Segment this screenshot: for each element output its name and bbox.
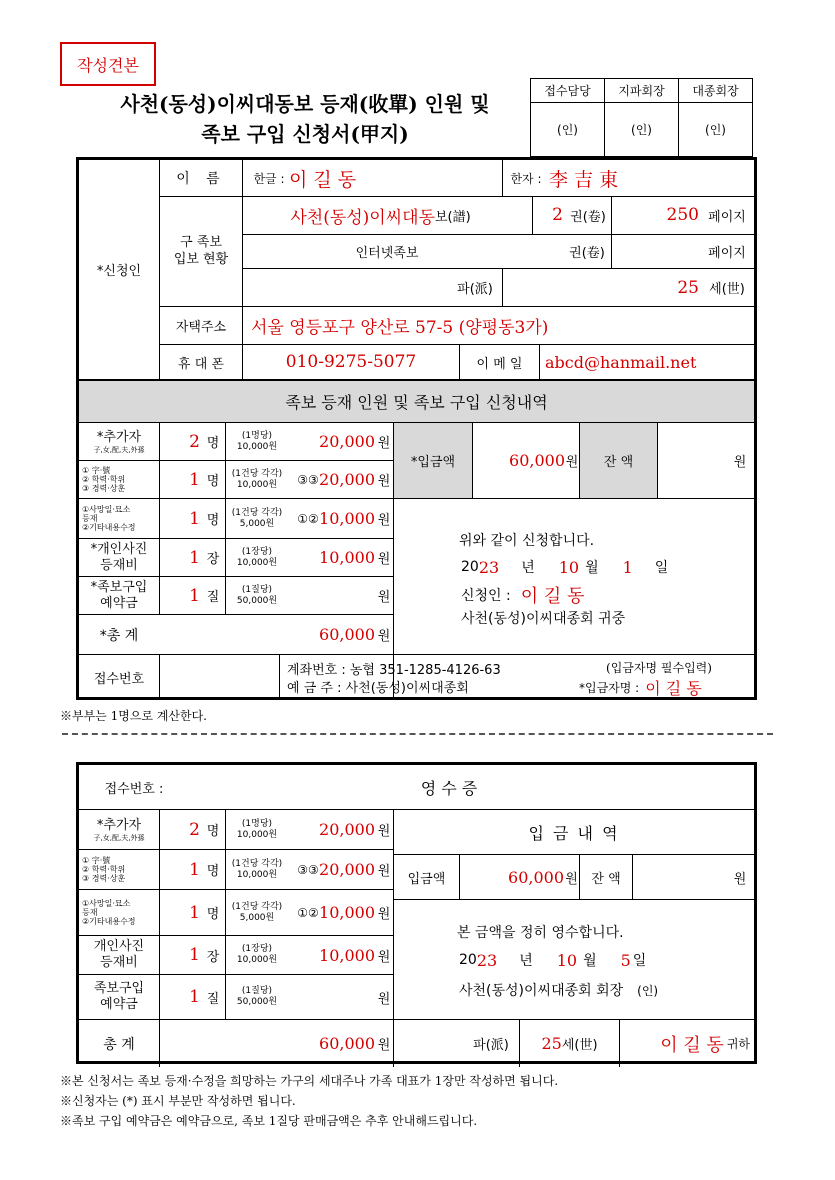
item-amount[interactable]: 10,000 — [319, 548, 375, 567]
phone-label: 휴 대 폰 — [178, 356, 224, 372]
item-label-text: *개인사진 등재비 — [90, 541, 148, 573]
item-rate: (1건당 각각) 5,000원 — [231, 901, 283, 923]
details-title: 족보 등재 인원 및 족보 구입 신청내역 — [79, 381, 754, 422]
item-mark: ③③ — [297, 472, 319, 487]
receipt-issuer-row — [459, 977, 719, 1003]
application-date — [461, 554, 721, 580]
approval-header: 접수담당 — [531, 79, 605, 103]
footnote-2: ※신청자는 (*) 표시 부분만 작성하면 됩니다. — [60, 1094, 296, 1108]
item-label — [79, 423, 159, 460]
date-prefix: 20 — [461, 559, 479, 575]
receipt-generation-value[interactable]: 25 — [541, 1034, 562, 1053]
item-won: 원 — [377, 474, 391, 489]
footnote-1: ※본 신청서는 족보 등재·수정을 희망하는 가구의 세대주나 가족 대표가 1장만 작성하면 됩니다. — [60, 1074, 559, 1088]
item-label — [79, 810, 159, 849]
item-won: 원 — [377, 991, 391, 1007]
email-label: 이 메 일 — [476, 356, 523, 372]
pa-label: 파(派) — [457, 282, 493, 297]
receipt-issuer-stamp: (인) — [637, 983, 659, 998]
approval-stamp: (인) — [605, 103, 679, 157]
item-label-text: *추가자 — [96, 429, 142, 445]
approval-stamp: (인) — [531, 103, 605, 157]
item-rate: (1건당 각각) 10,000원 — [231, 858, 283, 880]
date-month-unit: 월 — [585, 560, 599, 576]
receipt-generation-unit: 세(世) — [561, 1038, 598, 1053]
recipient-text: 사천(동성)이씨대종회 귀중 — [461, 611, 626, 627]
date-day-unit: 일 — [654, 560, 669, 576]
receipt-form — [76, 762, 757, 1064]
item-label-text: *족보구입 예약금 — [90, 579, 148, 611]
receipt-name-row — [620, 1020, 754, 1067]
item-unit: 명 — [206, 907, 220, 922]
item-amount[interactable]: 10,000 — [319, 903, 375, 922]
internet-volume-unit: 권(卷) — [569, 246, 605, 261]
hangul-name[interactable]: 이 길 동 — [289, 168, 357, 191]
item-won: 원 — [377, 552, 391, 567]
hanja-label: 한자 : — [510, 171, 542, 186]
item-amount[interactable]: 10,000 — [319, 945, 375, 965]
item-unit: 장 — [206, 949, 220, 965]
email-value[interactable]: abcd@hanmail.net — [545, 352, 697, 372]
address-value[interactable]: 서울 영등포구 양산로 57-5 (양평동3가) — [251, 318, 549, 338]
deposit-section-title: 입 금 내 역 — [528, 823, 620, 843]
item-quantity[interactable]: 1 — [189, 945, 200, 965]
receipt-deposit-value[interactable]: 60,000 — [508, 867, 564, 887]
account-number: 계좌번호 : 농협 351-1285-4126-63 — [287, 663, 501, 678]
item-won: 원 — [377, 824, 391, 839]
item-mark: ①② — [297, 905, 319, 920]
applicant-sign-label: 신청인 : — [461, 588, 511, 604]
item-label — [79, 539, 159, 576]
receipt-total-value[interactable]: 60,000 — [319, 1034, 375, 1053]
application-form — [76, 157, 757, 700]
item-unit: 명 — [206, 864, 220, 879]
receipt-date — [459, 947, 719, 973]
item-rate: (1장당) 10,000원 — [236, 546, 278, 568]
item-amount[interactable]: 20,000 — [319, 860, 375, 879]
receipt-generation — [520, 1020, 619, 1067]
item-label — [79, 936, 159, 974]
item-quantity[interactable]: 1 — [189, 902, 200, 923]
item-quantity[interactable]: 1 — [189, 987, 200, 1007]
item-amount[interactable]: 20,000 — [319, 820, 375, 839]
deposit-value[interactable]: 60,000 — [509, 451, 565, 470]
item-won: 원 — [377, 590, 391, 605]
receipt-date-prefix: 20 — [459, 952, 477, 968]
item-won: 원 — [377, 949, 391, 965]
item-label — [79, 499, 159, 538]
sample-stamp: 작성견본 — [60, 42, 156, 86]
item-label — [79, 461, 159, 498]
receipt-total-won: 원 — [377, 1038, 391, 1053]
item-mark: ①② — [297, 511, 319, 526]
date-month[interactable]: 10 — [558, 557, 580, 577]
item-unit: 장 — [206, 552, 220, 567]
item-amount[interactable]: 20,000 — [319, 432, 375, 451]
receipt-no-label: 접수번호 : — [104, 781, 164, 797]
item-won: 원 — [377, 513, 391, 528]
receipt-date-year[interactable]: 23 — [476, 950, 498, 970]
form-title-line1: 사천(동성)이씨대동보 등재(收單) 인원 및 — [120, 92, 490, 116]
depositor-name[interactable]: 이 길 동 — [645, 678, 702, 698]
item-rate: (1명당) 10,000원 — [236, 430, 278, 452]
item-rate: (1질당) 50,000원 — [236, 584, 278, 606]
depositor-label: *입금자명 : — [579, 680, 640, 695]
item-unit: 명 — [206, 436, 220, 451]
item-quantity[interactable]: 1 — [189, 508, 200, 529]
receipt-no-label: 접수번호 — [93, 672, 145, 687]
page-value[interactable]: 250 — [666, 205, 699, 225]
date-day[interactable]: 1 — [622, 557, 633, 577]
item-won: 원 — [377, 436, 391, 451]
applicant-section-label: *신청인 — [96, 264, 142, 279]
receipt-date-year-unit: 년 — [519, 953, 533, 969]
approval-header: 지파회장 — [605, 79, 679, 103]
volume-unit: 권(卷) — [570, 209, 606, 225]
name-label: 이 름 — [176, 171, 226, 187]
declaration-text: 위와 같이 신청합니다. — [459, 533, 595, 549]
item-quantity[interactable]: 1 — [189, 859, 200, 880]
book-title[interactable]: 사천(동성)이씨대동 — [290, 207, 435, 228]
receipt-date-day-unit: 일 — [632, 953, 647, 969]
deposit-label: *입금액 — [394, 423, 472, 498]
receipt-honorific: 귀하 — [726, 1037, 750, 1051]
item-label-text: ①사망일·묘소 등재 ②기타내용수정 — [82, 899, 136, 926]
receipt-deposit-label: 입금액 — [407, 871, 446, 887]
volume-value[interactable]: 2 — [552, 205, 563, 225]
item-amount[interactable] — [319, 975, 375, 1019]
item-unit: 질 — [206, 590, 220, 605]
item-quantity[interactable]: 2 — [189, 431, 200, 452]
item-rate: (1명당) 10,000원 — [236, 818, 278, 840]
page-unit: 페이지 — [708, 209, 746, 225]
receipt-name[interactable]: 이 길 동 — [660, 1034, 724, 1056]
item-mark: ③③ — [297, 862, 319, 877]
item-quantity[interactable]: 2 — [189, 819, 200, 840]
item-amount[interactable]: 10,000 — [319, 509, 375, 528]
item-label-text: *추가자 — [96, 817, 142, 833]
balance-label: 잔 액 — [580, 423, 657, 498]
internet-page-unit: 페이지 — [708, 246, 746, 261]
item-unit: 명 — [206, 824, 220, 839]
hangul-label: 한글 : — [253, 171, 285, 186]
applicant-sign-name[interactable]: 이 길 동 — [520, 586, 585, 607]
item-rate: (1장당) 10,000원 — [236, 944, 278, 965]
item-unit: 질 — [206, 991, 220, 1007]
approval-table — [530, 78, 753, 157]
generation-value[interactable]: 25 — [677, 277, 699, 298]
cut-line — [62, 733, 773, 735]
book-suffix: 보(譜) — [435, 209, 471, 225]
generation-unit: 세(世) — [709, 282, 745, 297]
item-unit: 명 — [206, 513, 220, 528]
account-holder: 예 금 주 : 사천(동성)이씨대종회 — [287, 681, 469, 696]
item-label-text: ①사망일·묘소 등재 ②기타내용수정 — [82, 505, 136, 532]
item-quantity[interactable]: 1 — [189, 469, 200, 490]
item-won: 원 — [377, 864, 391, 879]
item-label-text: 개인사진 등재비 — [93, 939, 145, 970]
receipt-date-day[interactable]: 5 — [620, 950, 631, 970]
item-rate: (1질당) 50,000원 — [236, 986, 278, 1007]
receipt-total-label: 총 계 — [103, 1036, 135, 1053]
item-label-text: ① 字·號 ② 학력·학위 ③ 경력·상훈 — [82, 466, 126, 493]
receipt-confirm-text: 본 금액을 정히 영수합니다. — [457, 925, 624, 941]
receipt-deposit-won: 원 — [565, 871, 578, 887]
item-label-sub: 子,女,配,夫,外孫 — [93, 445, 145, 454]
approval-header: 대종회장 — [679, 79, 753, 103]
form-title-line2: 족보 구입 신청서(甲지) — [201, 122, 409, 146]
item-won: 원 — [377, 907, 391, 922]
total-won: 원 — [377, 629, 391, 644]
total-value[interactable]: 60,000 — [319, 625, 375, 644]
couple-note: ※부부는 1명으로 계산한다. — [60, 709, 207, 723]
item-label — [79, 577, 159, 614]
item-quantity[interactable]: 1 — [189, 585, 200, 606]
receipt-date-month[interactable]: 10 — [556, 950, 578, 970]
footnote-3: ※족보 구입 예약금은 예약금으로, 족보 1질당 판매금액은 추후 안내해드립니다. — [60, 1114, 478, 1128]
balance-won: 원 — [733, 455, 747, 470]
item-label-sub: 子,女,配,夫,外孫 — [93, 833, 145, 842]
receipt-title: 영 수 증 — [420, 778, 478, 798]
address-label: 자택주소 — [175, 320, 227, 335]
item-rate: (1건당 각각) 5,000원 — [231, 507, 283, 529]
receipt-balance-label: 잔 액 — [591, 871, 621, 887]
date-year-unit: 년 — [521, 560, 535, 576]
applicant-sign-row — [461, 582, 721, 608]
phone-value[interactable]: 010-9275-5077 — [285, 352, 417, 372]
item-label — [79, 890, 159, 935]
receipt-pa-label: 파(派) — [473, 1038, 509, 1053]
item-label-text: 족보구입 예약금 — [93, 981, 145, 1012]
internet-label: 인터넷족보 — [355, 246, 419, 261]
receipt-date-month-unit: 월 — [583, 953, 597, 969]
deposit-won: 원 — [565, 455, 579, 470]
item-amount[interactable]: 20,000 — [319, 470, 375, 489]
depositor-note: (입금자명 필수입력) — [606, 660, 712, 675]
item-label — [79, 975, 159, 1019]
old-book-label: 구 족보 입보 현황 — [173, 235, 229, 267]
item-label-text: ① 字·號 ② 학력·학위 ③ 경력·상훈 — [82, 856, 126, 883]
receipt-balance-won: 원 — [733, 871, 747, 887]
item-unit: 명 — [206, 474, 220, 489]
approval-stamp: (인) — [679, 103, 753, 157]
item-amount[interactable] — [319, 577, 375, 614]
hanja-name[interactable]: 李 吉 東 — [549, 168, 619, 191]
total-label: *총 계 — [99, 627, 139, 644]
item-label — [79, 850, 159, 889]
item-quantity[interactable]: 1 — [189, 547, 200, 568]
date-year[interactable]: 23 — [478, 557, 500, 577]
receipt-issuer: 사천(동성)이씨대종회 회장 — [459, 983, 624, 999]
item-rate: (1건당 각각) 10,000원 — [231, 468, 283, 490]
depositor-row — [579, 677, 749, 697]
